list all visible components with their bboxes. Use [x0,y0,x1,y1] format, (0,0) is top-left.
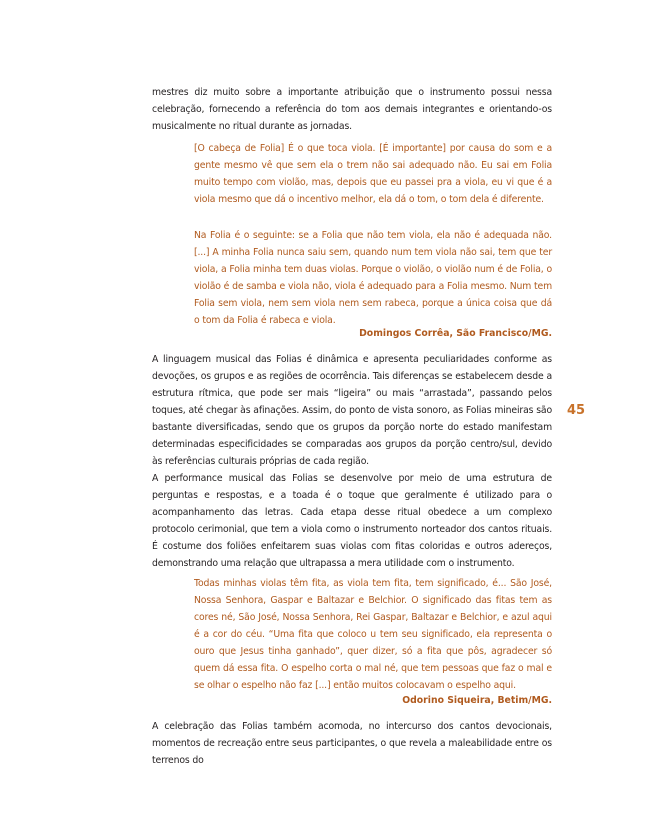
quote-violas-com-fita: Todas minhas violas têm fita, as viola tem fita, tem significado, é... São José, Nossa Senhora, Gaspar e Baltazar e Belchior. O significado das fitas tem as cores né, São José, Nossa Senhora, Rei Gaspar, Baltazar e Belchior, e azul aqui é a cor do céu. “Uma fita que coloco u tem seu significado, ela representa o ouro que Jesus tinha ganhado”, quer dizer, só a fita que pôs, agradecer só quem dá essa fita. O espelho corta o mal né, que tem pessoas que faz o mal e se olhar o espelho não faz [...] então muitos colocavam o espelho aqui. [194,578,552,691]
paragraph-performance-musical: A performance musical das Folias se desenvolve por meio de uma estrutura de perguntas e respostas, e a toada é o toque que geralmente é utilizado para o acompanhamento das letras. Cada etapa desse ritual obedece a um complexo protocolo cerimonial, que tem a viola como o instrumento norteador dos cantos rituais. É costume dos foliões enfeitarem suas violas com fitas coloridas e outros adereços, demonstrando uma relação que ultrapassa a mera utilidade com o instrumento. [152,473,552,569]
quote-folia-sem-viola: Na Folia é o seguinte: se a Folia que não tem viola, ela não é adequada não. [...] A minha Folia nunca saiu sem, quando num tem viola não sai, tem que ter viola, a Folia minha tem duas violas. Porque o violão, o violão num é de Folia, o violão é de samba e viola não, viola é adequado para a Folia mesmo. Num tem Folia sem viola, nem sem viola nem sem rabeca, porque a única coisa que dá o tom da Folia é rabeca e viola. [194,230,552,326]
quote-cabeca-de-folia: [O cabeça de Folia] É o que toca viola. [É importante] por causa do som e a gente mesmo vê que sem ela o trem não sai adequado não. Eu sai em Folia muito tempo com violão, mas, depois que eu passei pra a viola, eu vi que é a viola mesmo que dá o incentivo melhor, ela dá o tom, o tom dela é diferente. [194,143,552,205]
paragraph-linguagem-musical: A linguagem musical das Folias é dinâmica e apresenta peculiaridades conforme as devoções, os grupos e as regiões de ocorrência. Tais diferenças se estabelecem desde a estrutura rítmica, que pode ser mais “ligeira” ou mais “arrastada”, passando pelos toques, até chegar às afinações. Assim, do ponto de vista sonoro, as Folias mineiras são bastante diversificadas, sendo que os grupos da porção norte do estado manifestam determinadas especificidades se comparadas aos grupos da porção centro/sul, devido às referências culturais próprias de cada região. [152,354,552,467]
page-number: 45 [567,403,586,418]
quote-attribution-domingos: Domingos Corrêa, São Francisco/MG. [359,328,552,339]
paragraph-celebracao-recreacao: A celebração das Folias também acomoda, no intercurso dos cantos devocionais, momentos de recreação entre seus participantes, o que revela a maleabilidade entre os terrenos do [152,721,552,766]
quote-attribution-odorino: Odorino Siqueira, Betim/MG. [402,695,552,706]
paragraph-intro-continuation: mestres diz muito sobre a importante atribuição que o instrumento possui nessa celebração, fornecendo a referência do tom aos demais integrantes e orientando-os musicalmente no ritual durante as jornadas. [152,87,552,132]
